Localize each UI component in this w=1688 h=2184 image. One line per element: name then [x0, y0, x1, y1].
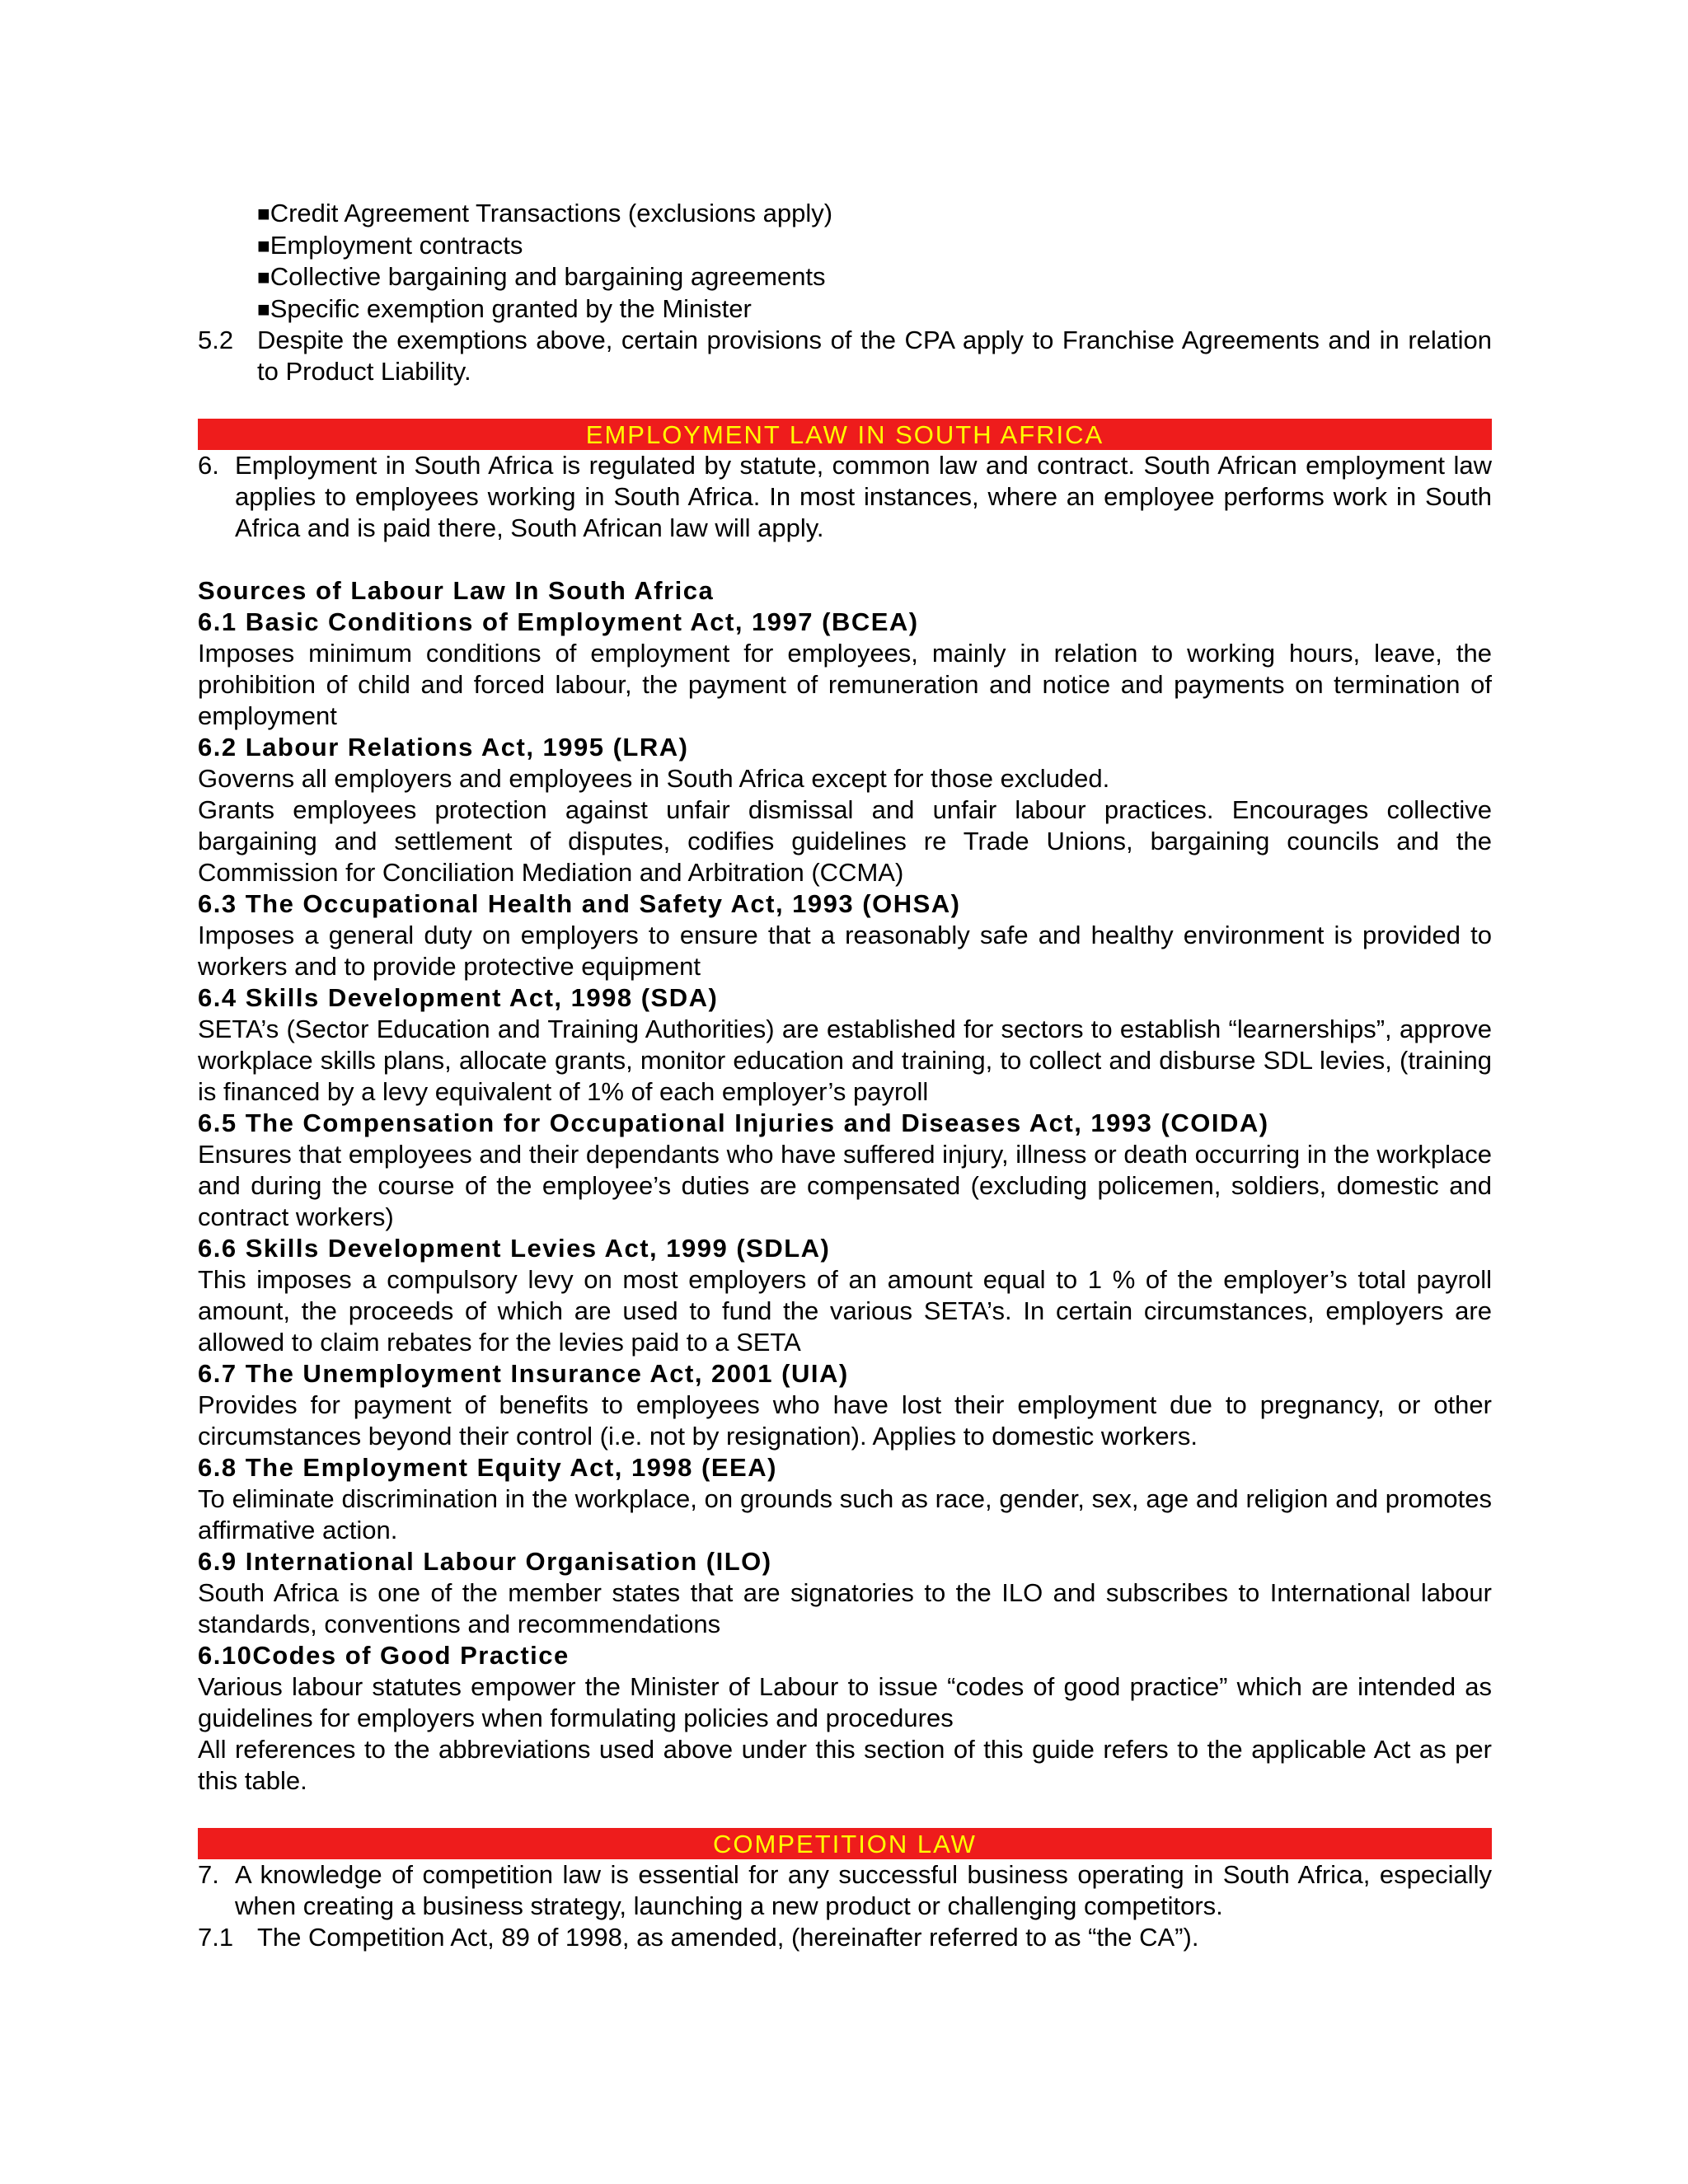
- bullet-item: ■Specific exemption granted by the Minister: [257, 293, 752, 323]
- section-paragraph: Various labour statutes empower the Minister of Labour to issue “codes of good practice” which are intended as guidelines for employers when formulating policies and procedures: [198, 1672, 1492, 1732]
- item-text: Despite the exemptions above, certain provisions of the CPA apply to Franchise Agreements and in relation to Product Liability.: [257, 326, 1492, 386]
- section-heading: 6.2 Labour Relations Act, 1995 (LRA): [198, 733, 689, 762]
- section-heading: 6.8 The Employment Equity Act, 1998 (EEA): [198, 1453, 777, 1482]
- section-heading: 6.9 International Labour Organisation (ILO): [198, 1547, 772, 1576]
- bullet-item: ■Credit Agreement Transactions (exclusions apply): [257, 199, 833, 227]
- section-6-4: [198, 982, 1492, 1108]
- numbered-item-7-1: [198, 1922, 1492, 1953]
- bullet-item: ■Collective bargaining and bargaining agreements: [257, 262, 826, 291]
- section-6-9: [198, 1546, 1492, 1640]
- sources-heading: Sources of Labour Law In South Africa: [198, 576, 715, 605]
- bullet-square-icon: ■: [257, 296, 270, 321]
- item-number: 6.: [198, 451, 219, 480]
- item-number: 5.2: [198, 326, 234, 354]
- section-paragraph: SETA’s (Sector Education and Training Authorities) are established for sectors to establish “learnerships”, approve workplace skills plans, allocate grants, monitor education and training, to collect and disburse SDL levies, (training is financed by a levy equivalent of 1% of each employer’s payroll: [198, 1015, 1492, 1106]
- bullet-square-icon: ■: [257, 232, 270, 258]
- item-text: The Competition Act, 89 of 1998, as amended, (hereinafter referred to as “the CA”).: [257, 1923, 1199, 1952]
- document-content: [198, 198, 1492, 1953]
- section-6-8: [198, 1452, 1492, 1546]
- section-paragraph: All references to the abbreviations used above under this section of this guide refers to the applicable Act as per this table.: [198, 1735, 1492, 1795]
- numbered-item-5-2: [198, 325, 1492, 387]
- section-paragraph: Grants employees protection against unfair dismissal and unfair labour practices. Encourages collective bargaining and settlement of disputes, codifies guidelines re Trade Unions, bargaining councils and the Commission for Conciliation Mediation and Arbitration (CCMA): [198, 795, 1492, 887]
- item-number: 7.: [198, 1860, 219, 1889]
- section-6-2: [198, 732, 1492, 888]
- section-6-3: [198, 888, 1492, 982]
- bullet-item: ■Employment contracts: [257, 230, 523, 260]
- section-6-7: [198, 1358, 1492, 1452]
- numbered-item-7: [198, 1859, 1492, 1922]
- section-6-6: [198, 1233, 1492, 1358]
- section-heading: 6.5 The Compensation for Occupational Injuries and Diseases Act, 1993 (COIDA): [198, 1108, 1269, 1137]
- section-banner-employment-law: EMPLOYMENT LAW IN SOUTH AFRICA: [198, 419, 1492, 450]
- item-text: A knowledge of competition law is essential for any successful business operating in South Africa, especially when creating a business strategy, launching a new product or challenging competitors.: [235, 1860, 1492, 1920]
- section-heading: 6.10Codes of Good Practice: [198, 1641, 570, 1670]
- section-6-5: [198, 1108, 1492, 1233]
- section-paragraph: Imposes a general duty on employers to ensure that a reasonably safe and healthy environment is provided to workers and to provide protective equipment: [198, 921, 1492, 981]
- section-paragraph: This imposes a compulsory levy on most employers of an amount equal to 1 % of the employer’s total payroll amount, the proceeds of which are used to fund the various SETA’s. In certain circumstances, employers are allowed to claim rebates for the levies paid to a SETA: [198, 1265, 1492, 1357]
- bullet-square-icon: ■: [257, 265, 270, 289]
- section-heading: 6.7 The Unemployment Insurance Act, 2001 (UIA): [198, 1359, 849, 1388]
- item-text: Employment in South Africa is regulated by statute, common law and contract. South African employment law applies to employees working in South Africa. In most instances, where an employee performs work in South Africa and is paid there, South African law will apply.: [235, 451, 1492, 542]
- section-heading: 6.4 Skills Development Act, 1998 (SDA): [198, 983, 719, 1012]
- section-heading: 6.3 The Occupational Health and Safety Act, 1993 (OHSA): [198, 889, 961, 918]
- section-paragraph: To eliminate discrimination in the workplace, on grounds such as race, gender, sex, age and religion and promotes affirmative action.: [198, 1484, 1492, 1544]
- section-paragraph: Provides for payment of benefits to employees who have lost their employment due to pregnancy, or other circumstances beyond their control (i.e. not by resignation). Applies to domestic workers.: [198, 1390, 1492, 1451]
- section-paragraph: Imposes minimum conditions of employment for employees, mainly in relation to working hours, leave, the prohibition of child and forced labour, the payment of remuneration and notice and payments on termination of employment: [198, 639, 1492, 730]
- section-heading: 6.1 Basic Conditions of Employment Act, 1997 (BCEA): [198, 607, 919, 636]
- bullet-square-icon: ■: [257, 201, 270, 226]
- section-heading: 6.6 Skills Development Levies Act, 1999 (SDLA): [198, 1234, 831, 1263]
- section-6-10: [198, 1640, 1492, 1797]
- section-paragraph: Governs all employers and employees in South Africa except for those excluded.: [198, 764, 1110, 793]
- section-paragraph: Ensures that employees and their dependants who have suffered injury, illness or death occurring in the workplace and during the course of the employee’s duties are compensated (excluding policemen, soldiers, domestic and contract workers): [198, 1140, 1492, 1231]
- section-6-1: [198, 607, 1492, 732]
- item-number: 7.1: [198, 1923, 234, 1952]
- section-banner-competition-law: COMPETITION LAW: [198, 1828, 1492, 1859]
- exemption-bullet-list: [198, 198, 1492, 325]
- section-paragraph: South Africa is one of the member states that are signatories to the ILO and subscribes to International labour standards, conventions and recommendations: [198, 1578, 1492, 1638]
- numbered-item-6: [198, 450, 1492, 544]
